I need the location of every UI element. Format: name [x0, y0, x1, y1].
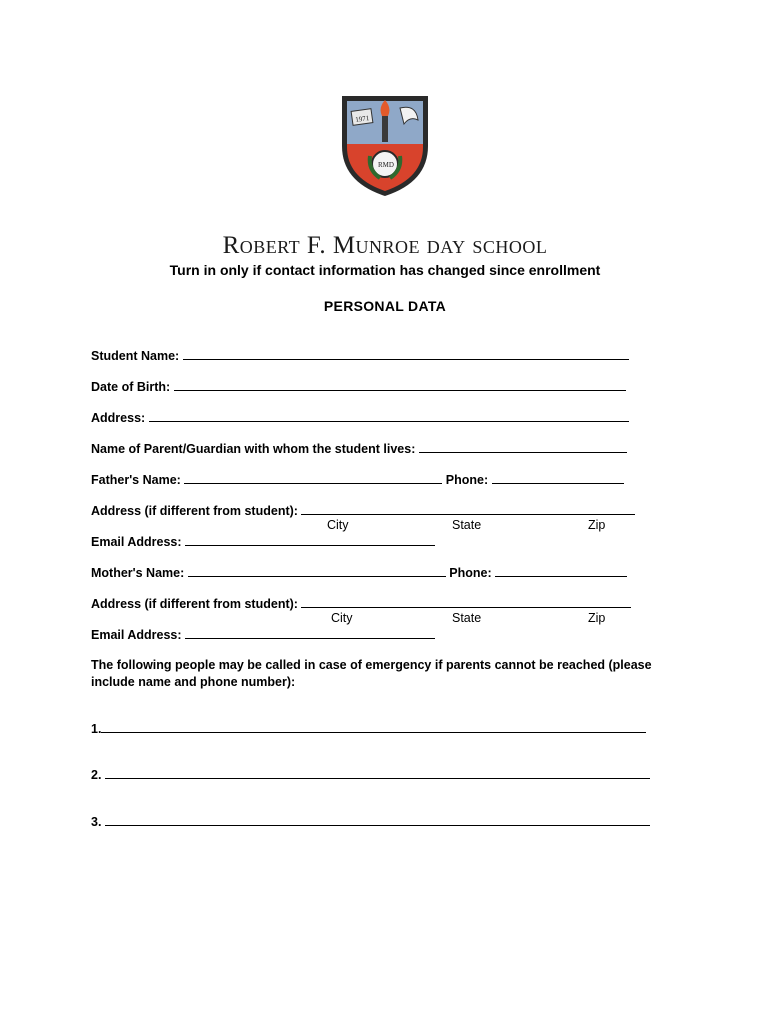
fathers-name-row: [91, 471, 624, 487]
mother-email-label: Email Address:: [91, 628, 182, 642]
emergency-contact-row: [91, 720, 646, 736]
section-title: PERSONAL DATA: [323, 298, 447, 314]
father-phone-field[interactable]: [492, 471, 624, 484]
crest-year: 1971: [354, 114, 370, 124]
emergency-contact-field[interactable]: [105, 766, 650, 779]
father-email-field[interactable]: [185, 533, 435, 546]
mother-address-row: [91, 595, 631, 611]
emergency-contact-number: 3.: [91, 815, 102, 829]
mothers-name-field[interactable]: [188, 564, 446, 577]
mothers-name-label: Mother's Name:: [91, 566, 185, 580]
emergency-contact-row: [91, 813, 650, 829]
father-address-row: [91, 502, 635, 518]
fathers-name-label: Father's Name:: [91, 473, 181, 487]
date-of-birth-row: [91, 378, 626, 394]
father-email-label: Email Address:: [91, 535, 182, 549]
school-name: Robert F. Munroe day school: [222, 232, 548, 259]
mother-city-caption: City: [331, 611, 353, 625]
father-phone-label: Phone:: [445, 473, 489, 487]
mother-phone-label: Phone:: [449, 566, 492, 580]
emergency-contact-number: 2.: [91, 768, 102, 782]
date-of-birth-label: Date of Birth:: [91, 380, 171, 394]
student-name-field[interactable]: [183, 347, 629, 360]
mother-state-caption: State: [452, 611, 482, 625]
mothers-name-row: [91, 564, 627, 580]
father-city-caption: City: [327, 518, 349, 532]
student-name-row: [91, 347, 629, 363]
emergency-contact-field[interactable]: [101, 720, 646, 733]
school-crest-logo: [338, 94, 432, 198]
parent-guardian-field[interactable]: [419, 440, 627, 453]
emergency-contact-row: [91, 766, 650, 782]
parent-guardian-row: [91, 440, 627, 456]
mother-zip-caption: Zip: [588, 611, 606, 625]
form-subtitle: Turn in only if contact information has changed since enrollment: [169, 262, 601, 278]
mother-address-label: Address (if different from student):: [91, 597, 298, 611]
emergency-contact-field[interactable]: [105, 813, 650, 826]
emergency-contact-number: 1.: [91, 722, 102, 736]
father-address-field[interactable]: [301, 502, 635, 515]
father-email-row: [91, 533, 435, 549]
mother-email-row: [91, 626, 435, 642]
father-zip-caption: Zip: [588, 518, 606, 532]
date-of-birth-field[interactable]: [174, 378, 626, 391]
mother-email-field[interactable]: [185, 626, 435, 639]
father-state-caption: State: [452, 518, 482, 532]
parent-guardian-label: Name of Parent/Guardian with whom the student lives:: [91, 442, 416, 456]
address-field[interactable]: [149, 409, 629, 422]
mother-phone-field[interactable]: [495, 564, 627, 577]
address-label: Address:: [91, 411, 146, 425]
mother-address-field[interactable]: [301, 595, 631, 608]
father-address-label: Address (if different from student):: [91, 504, 298, 518]
fathers-name-field[interactable]: [184, 471, 442, 484]
emergency-instructions: The following people may be called in case of emergency if parents cannot be reached (please include name and phone number):: [91, 658, 652, 689]
svg-text:RMD: RMD: [378, 161, 394, 169]
address-row: [91, 409, 629, 425]
student-name-label: Student Name:: [91, 349, 180, 363]
